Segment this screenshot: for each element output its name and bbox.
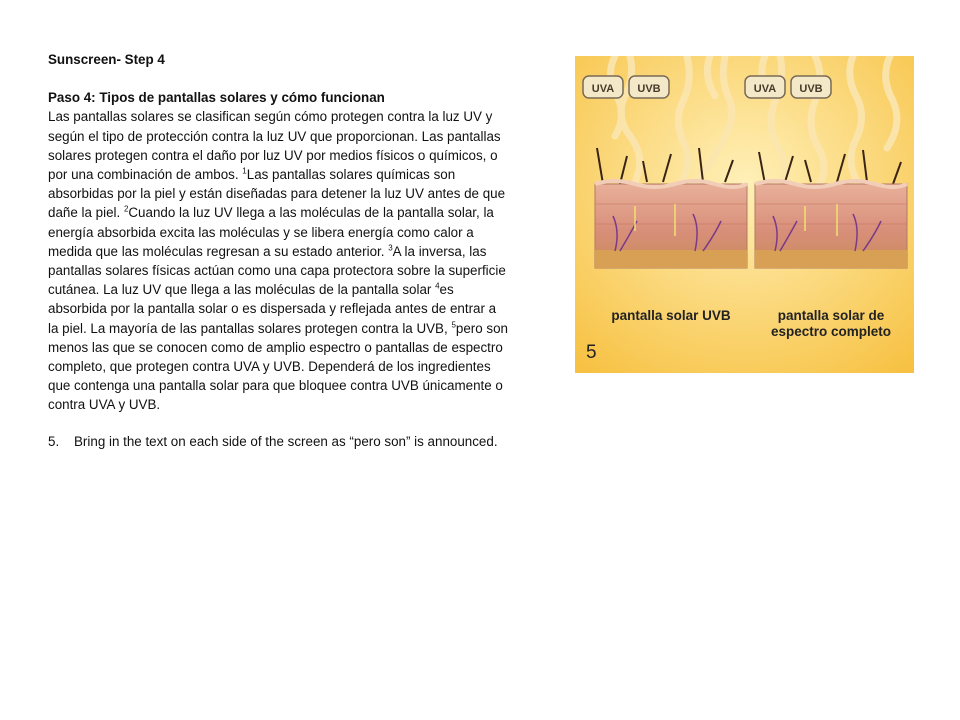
skin-block-left [595, 181, 747, 268]
body-text-6: pero son menos las que se conocen como de amplio espectro o pantallas de espectro completo, que protegen contra UVA y UVB. Dependerá de los ingredientes que contenga una pantalla solar para que bloquee contra UVB únicamente o contra UVA y UVB. [48, 320, 509, 413]
svg-text:UVA: UVA [591, 83, 615, 95]
ref-marker-4: 4 [435, 281, 440, 291]
figure-number: 5 [586, 342, 597, 363]
ref-marker-5: 5 [451, 320, 456, 330]
body-text-1: Las pantallas solares se clasifican según cómo protegen contra la luz UV y según el tipo de protección contra la luz UV que proporcionan. Las pantallas solares protegen contra el daño por luz UV por medios físicos o químicos, o por una combinación de ambos. [48, 109, 501, 183]
ref-marker-1: 1 [242, 166, 247, 176]
uvb-label-right [791, 76, 831, 98]
ref-marker-3: 3 [388, 243, 393, 253]
slide-title: Sunscreen- Step 4 [48, 52, 165, 67]
uva-label-right [745, 76, 785, 98]
presenter-note [48, 432, 510, 451]
body-paragraph [48, 107, 510, 414]
body-text-2: Las pantallas solares químicas son absorbidas por la piel y están diseñadas para detener la luz UV antes de que dañe la piel. [48, 167, 506, 221]
body-text-3: Cuando la luz UV llega a las moléculas de la pantalla solar, la energía absorbida excita las moléculas y se libera energía como calor a medida que las moléculas regresan a su estado anterior. [48, 205, 494, 259]
step-heading: Paso 4: Tipos de pantallas solares y cómo funcionan [48, 90, 385, 106]
skin-block-right [755, 181, 907, 268]
svg-text:UVB: UVB [799, 83, 823, 95]
note-number: 5. [48, 433, 60, 449]
caption-full-spectrum-line2: espectro completo [770, 324, 892, 339]
caption-full-spectrum-line1: pantalla solar de [777, 308, 885, 323]
uva-label-left [583, 76, 623, 98]
body-text-5: es absorbida por la pantalla solar o es dispersada y reflejada antes de entrar a la piel. La mayoría de las pantallas solares protegen contra la UVB, [48, 282, 497, 336]
body-text-4: A la inversa, las pantallas solares físicas actúan como una capa protectora sobre la superficie cutánea. La luz UV que llega a las moléculas de la pantalla solar [48, 243, 506, 298]
svg-text:UVB: UVB [637, 83, 661, 95]
sunscreen-illustration [575, 56, 914, 373]
ref-marker-2: 2 [123, 204, 129, 214]
svg-text:UVA: UVA [753, 83, 777, 95]
slide-text [48, 50, 510, 451]
note-text: Bring in the text on each side of the screen as “pero son” is announced. [74, 433, 498, 449]
uvb-label-left [629, 76, 669, 98]
caption-uvb: pantalla solar UVB [611, 308, 731, 323]
